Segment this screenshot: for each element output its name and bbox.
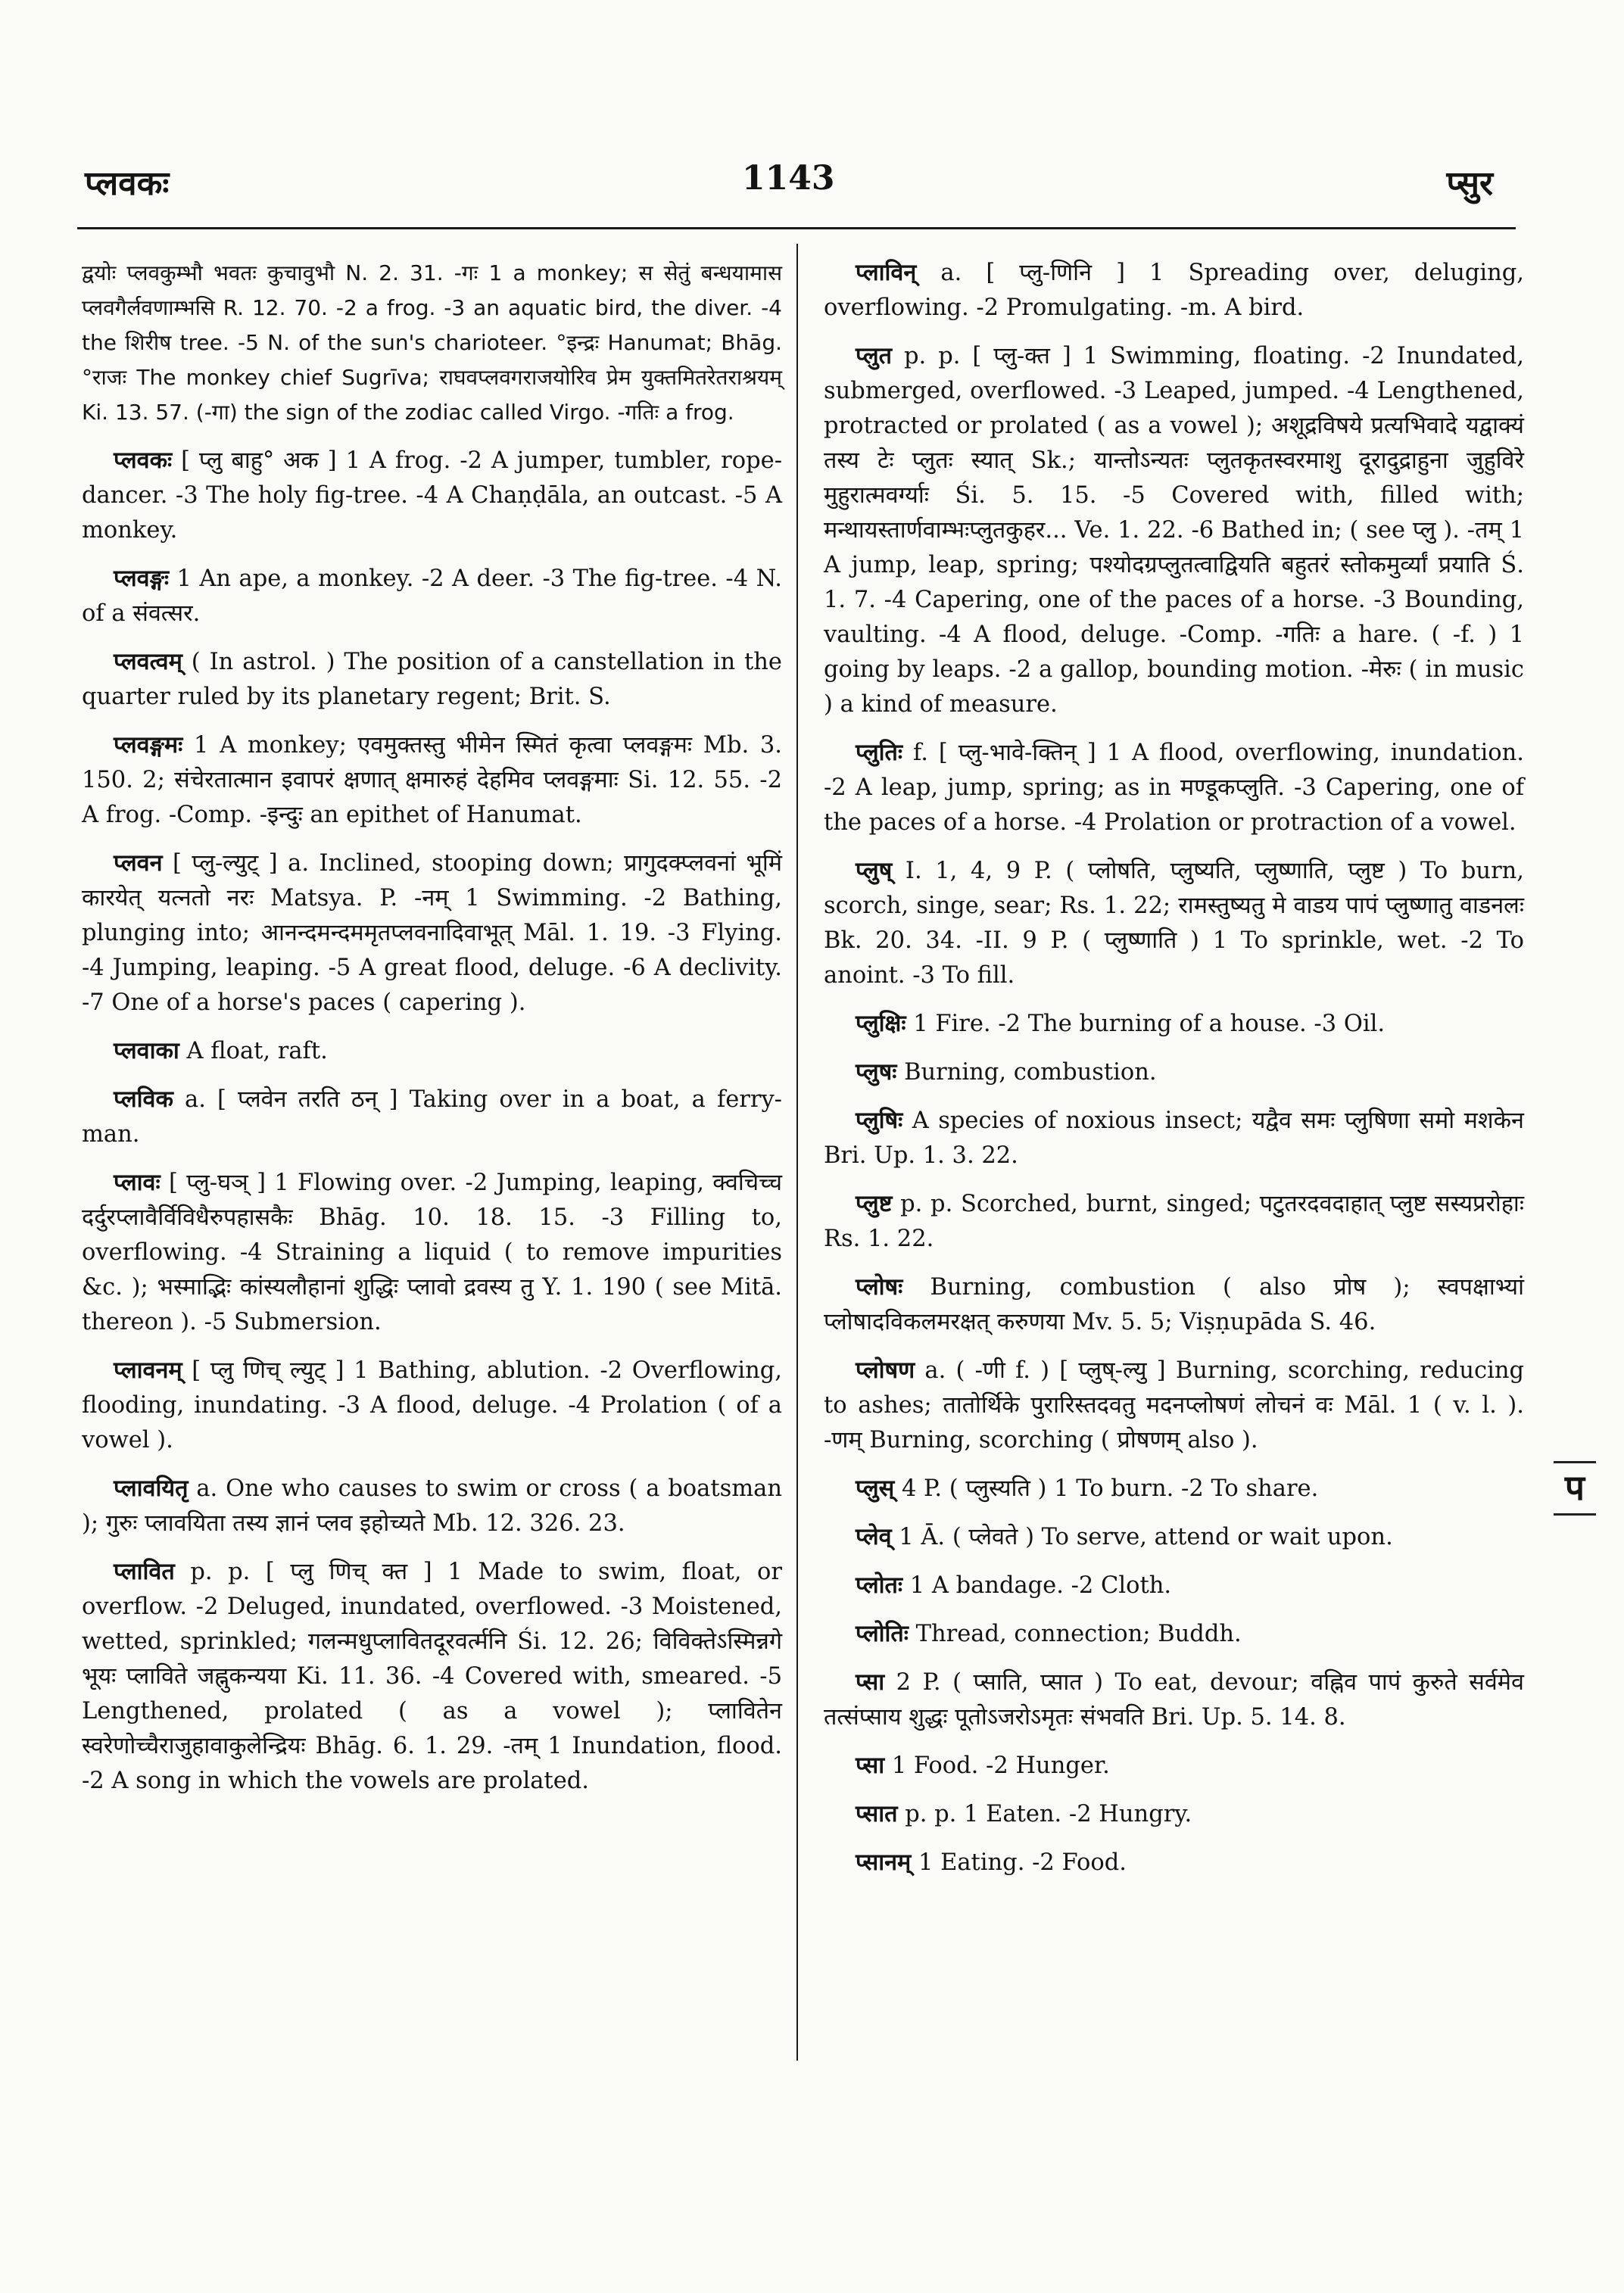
dictionary-entry [824, 1797, 1524, 1832]
entry-text: 1 A bandage. -2 Cloth. [909, 1572, 1172, 1599]
entry-text: a. ( -णी f. ) [ प्लुष्-ल्यु ] Burning, scorching, reducing to ashes; तातोर्थिके पुरारिस्तदवतु मदनप्लोषणं लोचनं वः Māl. 1 ( v. l. ). -णम् Burning, scorching ( प्रोषणम् also ). [824, 1357, 1525, 1453]
dictionary-entry [82, 1555, 782, 1799]
page-number: 1143 [742, 159, 835, 198]
entry-text: A float, raft. [186, 1038, 328, 1064]
dictionary-entry [82, 1083, 782, 1152]
dictionary-entry [824, 339, 1524, 722]
entry-headword: प्लोषः [856, 1274, 903, 1301]
entry-headword: प्लुष्ट [856, 1191, 893, 1217]
entry-text: p. p. Scorched, burnt, singed; पटुतरदवदाहात् प्लुष्ट सस्यप्ररोहाः Rs. 1. 22. [824, 1191, 1524, 1252]
dictionary-entry [824, 1187, 1524, 1257]
dictionary-entry [82, 1034, 782, 1069]
entry-headword: प्लवङ्गः [114, 565, 170, 592]
entry-text: A species of noxious insect; यद्वैव समः प्लुषिणा समो मशकेन Bri. Up. 1. 3. 22. [824, 1108, 1524, 1169]
entry-text: p. p. 1 Eaten. -2 Hungry. [905, 1801, 1192, 1827]
entry-headword: प्सात [856, 1801, 898, 1827]
entry-headword: प्सानम् [856, 1849, 912, 1876]
entry-headword: प्लेव् [856, 1524, 892, 1550]
entry-headword: प्लोषण [856, 1357, 915, 1384]
dictionary-entry [824, 1104, 1524, 1173]
entry-headword: प्लुषः [856, 1059, 897, 1086]
entry-text: f. [ प्लु-भावे-क्तिन् ] 1 A flood, overflowing, inundation. -2 A leap, jump, spring; as in मण्डूकप्लुति. -3 Capering, one of the paces of a horse. -4 Prolation or protraction of a vowel. [824, 740, 1524, 836]
entry-headword: प्लावयितृ [114, 1475, 189, 1502]
entry-text: 1 An ape, a monkey. -2 A deer. -3 The fig-tree. -4 N. of a संवत्सर. [82, 565, 782, 627]
entry-text: I. 1, 4, 9 P. ( प्लोषति, प्लुष्यति, प्लुष्णाति, प्लुष्ट ) To burn, scorch, singe, sear; Rs. 1. 22; रामस्तुष्यतु मे वाडय पापं प्लुष्णातु वाडनलः Bk. 20. 34. -II. 9 P. ( प्लुष्णाति ) 1 To sprinkle, wet. -2 To anoint. -3 To fill. [824, 858, 1524, 989]
entry-text: [ प्लु बाहु° अक ] 1 A frog. -2 A jumper, tumbler, rope-dancer. -3 The holy fig-tree. -4 A Chaṇḍāla, an outcast. -5 A monkey. [82, 447, 782, 544]
dictionary-entry [82, 1472, 782, 1541]
page-header [77, 159, 1516, 204]
dictionary-entry [824, 1270, 1524, 1340]
entry-headword: प्लुष् [856, 858, 893, 884]
entry-headword: प्लुस् [856, 1475, 895, 1502]
dictionary-entry [824, 1846, 1524, 1880]
entry-headword: प्लोतिः [856, 1621, 909, 1647]
running-headword-left: प्लवकः [85, 164, 170, 203]
entry-text: 2 P. ( प्साति, प्सात ) To eat, devour; वह्निव पापं कुरुते सर्वमेव तत्संप्साय शुद्धः पूतोऽजरोऽमृतः संभवति Bri. Up. 5. 14. 8. [824, 1669, 1524, 1731]
entry-headword: प्लवन [114, 850, 163, 877]
entry-headword: प्सा [856, 1752, 885, 1779]
entry-headword: प्सा [856, 1669, 885, 1696]
entry-text: ( In astrol. ) The position of a canstellation in the quarter ruled by its planetary regent; Brit. S. [82, 649, 782, 710]
entry-headword: प्लुषिः [856, 1108, 903, 1134]
dictionary-entry [82, 562, 782, 631]
entry-text: Thread, connection; Buddh. [915, 1621, 1242, 1647]
dictionary-entry [824, 1569, 1524, 1603]
entry-headword: प्लवकः [114, 447, 173, 474]
entry-text: [ प्लु-घञ् ] 1 Flowing over. -2 Jumping, leaping, क्वचिच्च दर्दुरप्लावैर्विविधैरुपहासकैः Bhāg. 10. 18. 15. -3 Filling to, overflowing. -4 Straining a liquid ( to remove impurities &c. ); भस्माद्भिः कांस्यलौहानां शुद्धिः प्लावो द्रवस्य तु Y. 1. 190 ( see Mitā. thereon ). -5 Submersion. [82, 1170, 782, 1335]
entry-text: [ प्लु-ल्युट् ] a. Inclined, stooping down; प्रागुदक्प्लवनां भूमिं कारयेत् यत्नतो नरः Matsya. P. -नम् 1 Swimming. -2 Bathing, plunging into; आनन्दमन्दममृतप्लवनादिवाभूत् Māl. 1. 19. -3 Flying. -4 Jumping, leaping. -5 A great flood, deluge. -6 A declivity. -7 One of a horse's paces ( capering ). [82, 850, 782, 1016]
entry-headword: प्लावः [114, 1170, 161, 1196]
entry-headword: प्लुतिः [856, 740, 903, 766]
entry-headword: प्लवाका [114, 1038, 179, 1064]
entry-headword: प्लोतः [856, 1572, 903, 1599]
entry-headword: प्लुत [856, 343, 893, 369]
header-rule [77, 227, 1516, 229]
right-column [824, 256, 1524, 1894]
entry-text: 1 Fire. -2 The burning of a house. -3 Oil. [913, 1011, 1386, 1037]
entry-text: p. p. [ प्लु णिच् क्त ] 1 Made to swim, float, or overflow. -2 Deluged, inundated, overflowed. -3 Moistened, wetted, sprinkled; गलन्मधुप्लावितदूरवर्त्मनि Śi. 12. 26; विविक्तेऽस्मिन्नगे भूयः प्लाविते जह्नुकन्यया Ki. 11. 36. -4 Covered with, smeared. -5 Lengthened, prolated ( as a vowel ); प्लावितेन स्वरेणोच्चैराजुहावाकुलेन्द्रियः Bhāg. 6. 1. 29. -तम् 1 Inundation, flood. -2 A song in which the vowels are prolated. [82, 1559, 782, 1794]
dictionary-entry [82, 1354, 782, 1458]
entry-text: 4 P. ( प्लुस्यति ) 1 To burn. -2 To share. [901, 1475, 1319, 1502]
entry-text: 1 Food. -2 Hunger. [891, 1752, 1110, 1779]
entry-text: Burning, combustion ( also प्रोष ); स्वपक्षाभ्यां प्लोषादविकलमरक्षत् करुणया Mv. 5. 5; Viṣṇupāda S. 46. [824, 1274, 1524, 1335]
entry-headword: प्लवङ्गमः [114, 732, 183, 759]
dictionary-entry [824, 1055, 1524, 1090]
dictionary-entry [824, 1520, 1524, 1555]
entry-headword: प्लुक्षिः [856, 1011, 906, 1037]
entry-text: 1 A monkey; एवमुक्तस्तु भीमेन स्मितं कृत्वा प्लवङ्गमः Mb. 3. 150. 2; संचेरतात्मान इवापरं क्षणात् क्षमारुहं देहमिव प्लवङ्गमाः Si. 12. 55. -2 A frog. -Comp. -इन्दुः an epithet of Hanumat. [82, 732, 782, 828]
dictionary-entry [824, 1617, 1524, 1652]
thumb-index-letter: प [1554, 1461, 1596, 1516]
entry-text: a. One who causes to swim or cross ( a boatsman ); गुरुः प्लावयिता तस्य ज्ञानं प्लव इहोच्यते Mb. 12. 326. 23. [82, 1475, 782, 1537]
column-divider [796, 244, 798, 2061]
entry-text: द्वयोः प्लवकुम्भौ भवतः कुचावुभौ N. 2. 31. -गः 1 a monkey; स सेतुं बन्धयामास प्लवगैर्लवणाम्भसि R. 12. 70. -2 a frog. -3 an aquatic bird, the diver. -4 the शिरीष tree. -5 N. of the sun's charioteer. °इन्द्रः Hanumat; Bhāg. °राजः The monkey chief Sugrīva; राघवप्लवगराजयोरिव प्रेम युक्तमितरेतराश्रयम् Ki. 13. 57. (-गा) the sign of the zodiac called Virgo. -गतिः a frog. [82, 260, 782, 425]
dictionary-entry [82, 256, 782, 430]
dictionary-entry [824, 1749, 1524, 1784]
dictionary-entry [82, 444, 782, 548]
running-headword-right: प्सुर [1446, 164, 1493, 203]
dictionary-entry [82, 645, 782, 715]
entry-text: 1 Ā. ( प्लेवते ) To serve, attend or wait upon. [899, 1524, 1393, 1550]
entry-headword: प्लावित [114, 1559, 175, 1585]
dictionary-entry [824, 1354, 1524, 1458]
dictionary-entry [824, 736, 1524, 840]
entry-text: a. [ प्लवेन तरति ठन् ] Taking over in a boat, a ferry-man. [82, 1086, 782, 1148]
entry-text: a. [ प्लु-णिनि ] 1 Spreading over, deluging, overflowing. -2 Promulgating. -m. A bird. [824, 260, 1525, 321]
entry-headword: प्लवत्वम् [114, 649, 182, 675]
dictionary-entry [824, 1007, 1524, 1042]
dictionary-entry [824, 1665, 1524, 1735]
dictionary-entry [82, 846, 782, 1020]
entry-text: p. p. [ प्लु-क्त ] 1 Swimming, floating. -2 Inundated, submerged, overflowed. -3 Leaped, jumped. -4 Lengthened, protracted or prolated ( as a vowel ); अशूद्रविषये प्रत्यभिवादे यद्वाक्यं तस्य टेः प्लुतः स्यात् Sk.; यान्तोऽन्यतः प्लुतकृतस्वरमाशु दूरादुद्राहुना जुहुविरे मुहुरात्मवर्ग्याः Śi. 5. 15. -5 Covered with, filled with; मन्थायस्तार्णवाम्भःप्लुतकुहर... Ve. 1. 22. -6 Bathed in; ( see प्लु ). -तम् 1 A jump, leap, spring; पश्योदग्रप्लुतत्वाद्वियति बहुतरं स्तोकमुर्व्यां प्रयाति Ś. 1. 7. -4 Capering, one of the paces of a horse. -3 Bounding, vaulting. -4 A flood, deluge. -Comp. -गतिः a hare. ( -f. ) 1 going by leaps. -2 a gallop, bounding motion. -मेरुः ( in music ) a kind of measure. [824, 343, 1524, 718]
entry-text: Burning, combustion. [904, 1059, 1157, 1086]
dictionary-entry [82, 728, 782, 833]
dictionary-entry [82, 1166, 782, 1340]
entry-headword: प्लविक [114, 1086, 173, 1113]
left-column [82, 256, 782, 1812]
dictionary-entry [824, 1472, 1524, 1506]
entry-text: 1 Eating. -2 Food. [918, 1849, 1127, 1876]
dictionary-entry [824, 256, 1524, 326]
entry-text: [ प्लु णिच् ल्युट् ] 1 Bathing, ablution. -2 Overflowing, flooding, inundating. -3 A flood, deluge. -4 Prolation ( of a vowel ). [82, 1357, 782, 1453]
entry-headword: प्लाविन् [856, 260, 917, 286]
dictionary-entry [824, 854, 1524, 993]
entry-headword: प्लावनम् [114, 1357, 182, 1384]
